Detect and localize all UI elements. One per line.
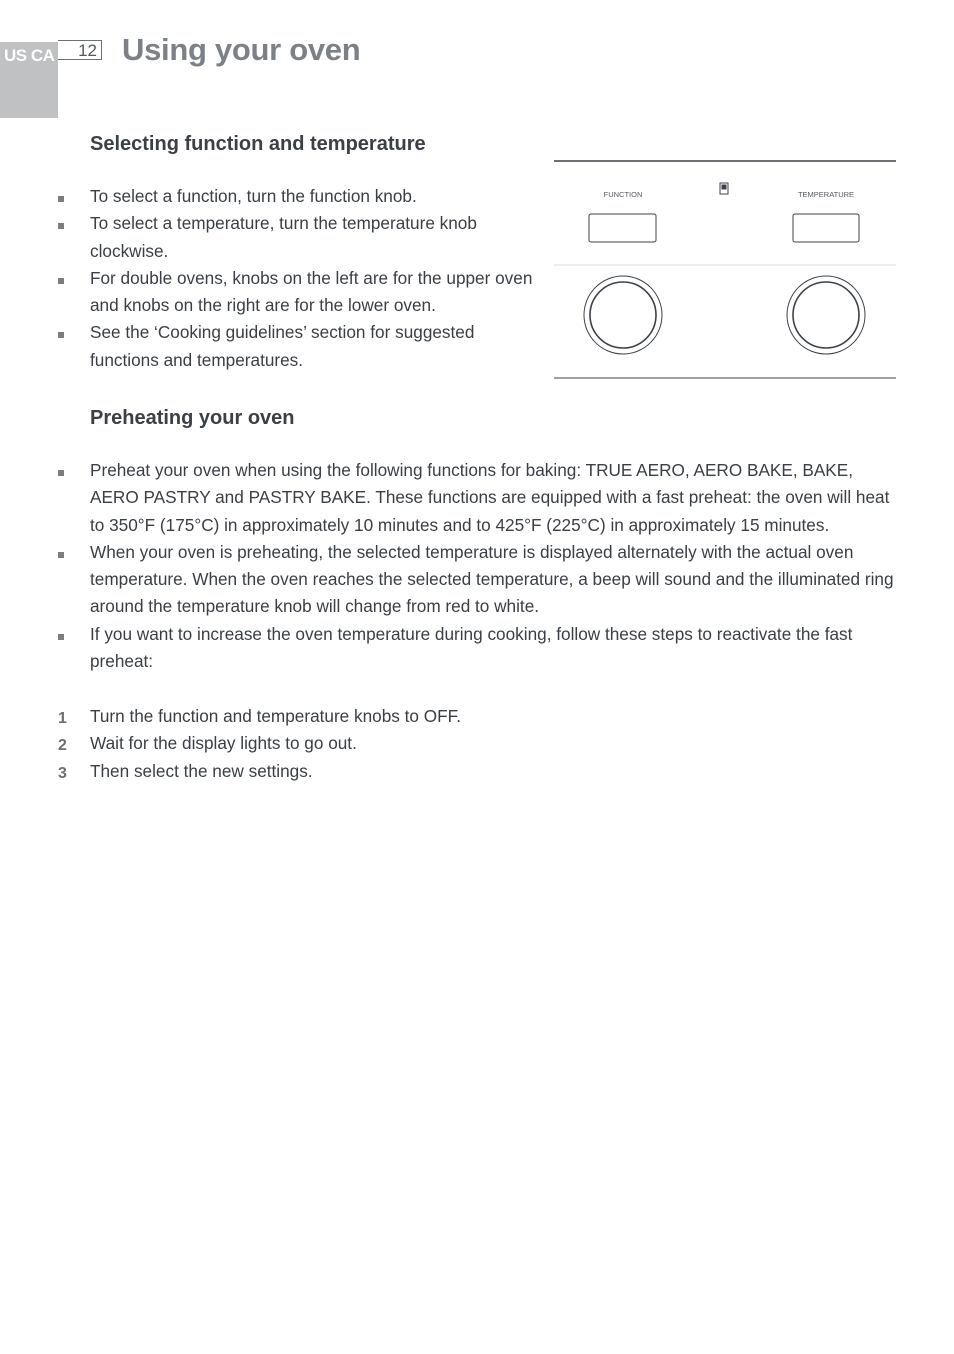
bullet-item: To select a temperature, turn the temperature knob clockwise. <box>58 210 538 265</box>
function-knob[interactable] <box>584 276 662 354</box>
page-number: 12 <box>58 40 102 60</box>
temperature-label: TEMPERATURE <box>797 190 855 199</box>
control-panel-diagram <box>554 160 896 380</box>
selecting-bullet-list <box>58 183 538 374</box>
bullet-item: If you want to increase the oven temperature during cooking, follow these steps to reactivate the fast preheat: <box>58 621 900 676</box>
step-number: 2 <box>58 737 67 755</box>
bullet-item: To select a function, turn the function knob. <box>58 183 538 210</box>
function-display <box>589 214 656 242</box>
temperature-display <box>793 214 859 242</box>
step-text: Turn the function and temperature knobs to OFF. <box>90 706 461 726</box>
section-heading-preheating: Preheating your oven <box>90 407 295 429</box>
function-label: FUNCTION <box>603 190 643 199</box>
bullet-item: When your oven is preheating, the selected temperature is displayed alternately with the actual oven temperature. When the oven reaches the selected temperature, a beep will sound and the illuminated ring around the temperature knob will change from red to white. <box>58 539 900 621</box>
step-text: Wait for the display lights to go out. <box>90 733 357 754</box>
step-item <box>58 703 900 730</box>
bullet-item: See the ‘Cooking guidelines’ section for suggested functions and temperatures. <box>58 319 538 374</box>
preheat-steps-list <box>58 703 900 785</box>
section-heading-selecting: Selecting function and temperature <box>90 133 426 155</box>
step-item <box>58 758 900 785</box>
region-label: US CA <box>4 46 55 65</box>
step-number: 1 <box>58 710 67 727</box>
oven-light-icon <box>720 183 728 194</box>
preheating-bullet-list <box>58 457 900 675</box>
bullet-item: Preheat your oven when using the following functions for baking: TRUE AERO, AERO BAKE, BAKE, AERO PASTRY and PASTRY BAKE. These functions are equipped with a fast preheat: the oven will heat to 350°F (175°C) in approximately 10 minutes and to 425°F (225°C) in approximately 15 minutes. <box>58 457 900 539</box>
temperature-knob[interactable] <box>787 276 865 354</box>
step-number: 3 <box>58 764 67 782</box>
bullet-item: For double ovens, knobs on the left are for the upper oven and knobs on the right are for the lower oven. <box>58 265 538 320</box>
step-item <box>58 730 900 757</box>
page-title: Using your oven <box>122 32 361 67</box>
step-text: Then select the new settings. <box>90 760 313 781</box>
region-tab <box>0 42 58 118</box>
